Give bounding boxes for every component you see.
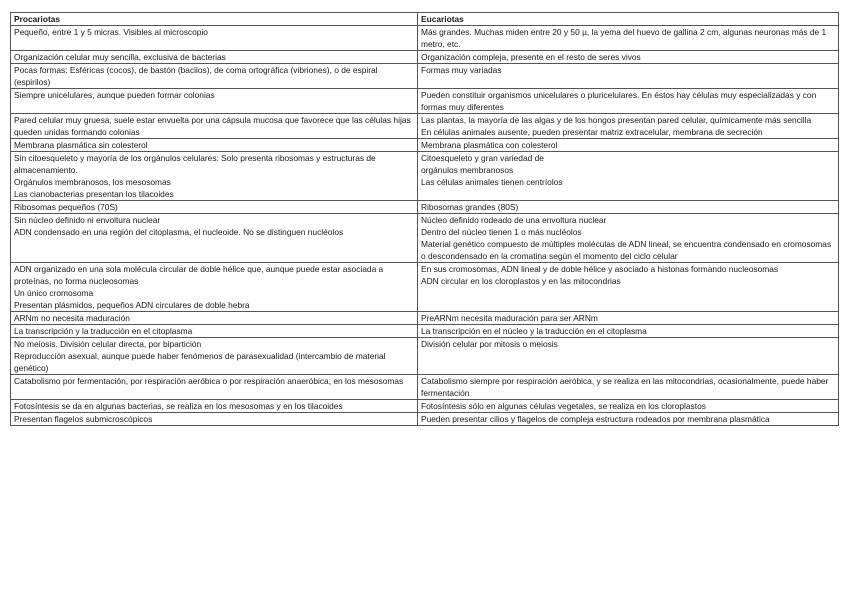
procariotas-cell: Sin citoesqueleto y mayoría de los orgánulos celulares: Solo presenta ribosomas y estructuras de almacenamiento. Orgánulos membranosos, los mesosomas Las cianobacterias presentan los tilacoides (11, 152, 418, 201)
table-row (11, 312, 839, 325)
table-row (11, 413, 839, 426)
procariotas-cell: Ribosomas pequeños (70S) (11, 201, 418, 214)
eucariotas-cell: Membrana plasmática con colesterol (418, 139, 839, 152)
procariotas-cell: Siempre unicelulares, aunque pueden formar colonias (11, 89, 418, 114)
table-row (11, 26, 839, 51)
eucariotas-cell: Pueden presentar cilios y flagelos de compleja estructura rodeados por membrana plasmática (418, 413, 839, 426)
eucariotas-cell: En sus cromosomas, ADN lineal y de doble hélice y asociado a histonas formando nucleosomas ADN circular en los cloroplastos y en las mitocondrias (418, 263, 839, 312)
table-row (11, 214, 839, 263)
header-procariotas: Procariotas (11, 13, 418, 26)
table-row (11, 64, 839, 89)
eucariotas-cell: Ribosomas grandes (80S) (418, 201, 839, 214)
procariotas-cell: No meiosis. División celular directa, por bipartición Reproducción asexual, aunque puede haber fenómenos de parasexualidad (intercambio de material genético) (11, 338, 418, 375)
table-row (11, 201, 839, 214)
eucariotas-cell: Fotosíntesis sólo en algunas células vegetales, se realiza en los cloroplastos (418, 400, 839, 413)
eucariotas-cell: Más grandes. Muchas miden entre 20 y 50 µ, la yema del huevo de gallina 2 cm, algunas neuronas más de 1 metro, etc. (418, 26, 839, 51)
table-row (11, 325, 839, 338)
procariotas-cell: ADN organizado en una sola molécula circular de doble hélice que, aunque puede estar asociada a proteínas, no forma nucleosomas Un único cromosoma Presentan plásmidos, pequeños ADN circulares de doble hebra (11, 263, 418, 312)
procariotas-cell: La transcripción y la traducción en el citoplasma (11, 325, 418, 338)
procariotas-cell: Organización celular muy sencilla, exclusiva de bacterias (11, 51, 418, 64)
procariotas-cell: Catabolismo por fermentación, por respiración aeróbica o por respiración anaeróbica, en los mesosomas (11, 375, 418, 400)
eucariotas-cell: Catabolismo siempre por respiración aeróbica, y se realiza en las mitocondrias, ocasionalmente, puede haber fermentación (418, 375, 839, 400)
eucariotas-cell: Citoesqueleto y gran variedad de orgánulos membranosos Las células animales tienen centríolos (418, 152, 839, 201)
table-row (11, 400, 839, 413)
eucariotas-cell: Núcleo definido rodeado de una envoltura nuclear Dentro del núcleo tienen 1 o más nucléolos Material genético compuesto de múltiples moléculas de ADN lineal, se encuentra condensado en cromosomas o descondensado en la cromatina según el momento del ciclo celular (418, 214, 839, 263)
procariotas-cell: Fotosíntesis se da en algunas bacterias, se realiza en los mesosomas y en los tilacoides (11, 400, 418, 413)
eucariotas-cell: Las plantas, la mayoría de las algas y de los hongos presentan pared celular, químicamente más sencilla En células animales ausente, pueden presentar matriz extracelular, membrana de secreción (418, 114, 839, 139)
eucariotas-cell: Formas muy variadas (418, 64, 839, 89)
eucariotas-cell: La transcripción en el núcleo y la traducción en el citoplasma (418, 325, 839, 338)
table-row (11, 114, 839, 139)
eucariotas-cell: Organización compleja, presente en el resto de seres vivos (418, 51, 839, 64)
procariotas-cell: Pared celular muy gruesa, suele estar envuelta por una cápsula mucosa que favorece que las células hijas queden unidas formando colonias (11, 114, 418, 139)
procariotas-cell: Presentan flagelos submicroscópicos (11, 413, 418, 426)
procariotas-cell: Pequeño, entre 1 y 5 micras. Visibles al microscopio (11, 26, 418, 51)
table-row (11, 375, 839, 400)
comparison-table (10, 12, 839, 426)
table-row (11, 263, 839, 312)
header-row (11, 13, 839, 26)
procariotas-cell: Sin núcleo definido ni envoltura nuclear ADN condensado en una región del citoplasma, el nucleoide. No se distinguen nucléolos (11, 214, 418, 263)
table-row (11, 51, 839, 64)
procariotas-cell: Membrana plasmática sin colesterol (11, 139, 418, 152)
table-row (11, 139, 839, 152)
table-row (11, 152, 839, 201)
eucariotas-cell: Pueden constituir organismos unicelulares o pluricelulares. En éstos hay células muy especializadas y con formas muy diferentes (418, 89, 839, 114)
procariotas-cell: ARNm no necesita maduración (11, 312, 418, 325)
eucariotas-cell: División celular por mitosis o meiosis (418, 338, 839, 375)
header-eucariotas: Eucariotas (418, 13, 839, 26)
table-row (11, 89, 839, 114)
document-page (10, 12, 838, 426)
table-row (11, 338, 839, 375)
eucariotas-cell: PreARNm necesita maduración para ser ARNm (418, 312, 839, 325)
procariotas-cell: Pocas formas: Esféricas (cocos), de bastón (bacilos), de coma ortográfica (vibriones), o de espiral (espirilos) (11, 64, 418, 89)
